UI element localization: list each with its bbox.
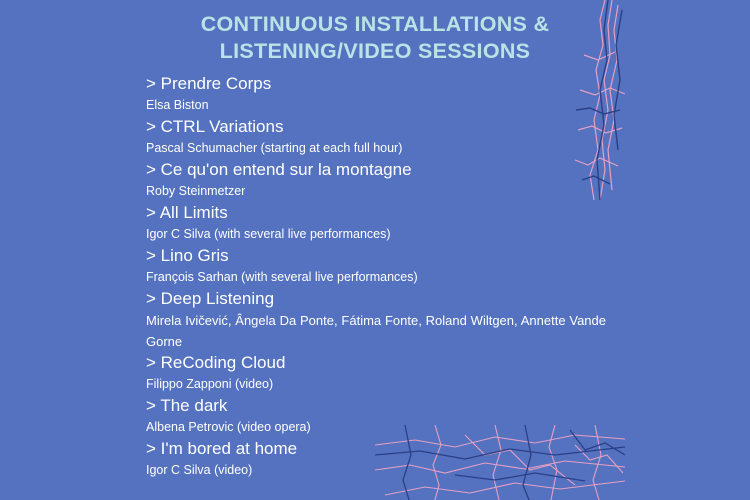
list-item [146,116,606,159]
list-item [146,73,606,116]
entry-title: > The dark [146,396,228,415]
entry-artist: François Sarhan (with several live performances) [146,270,418,284]
list-item [146,245,606,288]
title-line-1: CONTINUOUS INSTALLATIONS & [200,12,550,36]
list-item [146,159,606,202]
entry-title: > ReCoding Cloud [146,353,286,372]
program-list [146,73,606,481]
entry-title: > Lino Gris [146,246,229,265]
entry-title: > CTRL Variations [146,117,284,136]
entry-title: > All Limits [146,203,228,222]
entry-artist: Albena Petrovic (video opera) [146,420,311,434]
entry-artist: Elsa Biston [146,98,209,112]
entry-artist: Mirela Ivičević, Ângela Da Ponte, Fátima Fonte, Roland Wiltgen, Annette Vande Gorne [146,313,606,349]
entry-title: > Prendre Corps [146,74,272,93]
list-item [146,288,606,352]
entry-artist: Filippo Zapponi (video) [146,377,274,391]
entry-artist: Igor C Silva (video) [146,463,253,477]
entry-title: > I'm bored at home [146,439,298,458]
entry-artist: Igor C Silva (with several live performances) [146,227,391,241]
entry-title: > Deep Listening [146,289,275,308]
list-item [146,438,606,481]
entry-artist: Pascal Schumacher (starting at each full hour) [146,141,403,155]
list-item [146,395,606,438]
entry-artist: Roby Steinmetzer [146,184,246,198]
title-line-2: LISTENING/VIDEO SESSIONS [219,39,531,63]
list-item [146,352,606,395]
entry-title: > Ce qu'on entend sur la montagne [146,160,412,179]
list-item [146,202,606,245]
page-title [0,11,750,65]
